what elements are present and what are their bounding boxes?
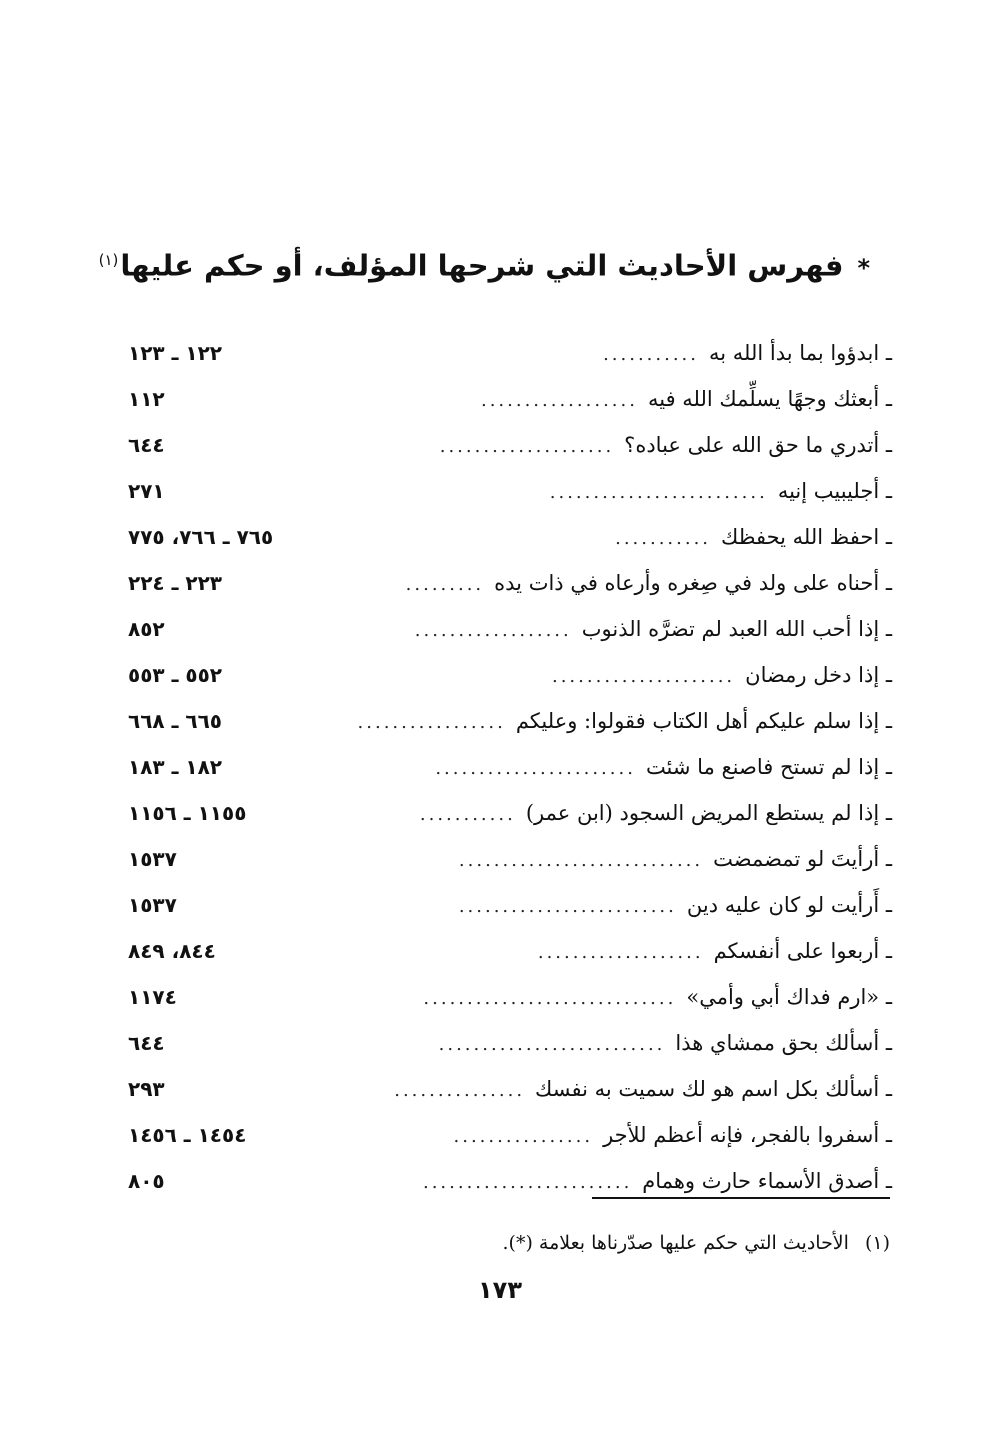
hadith-text: ـ إذا لم يستطع المريض السجود (ابن عمر) — [525, 801, 892, 825]
list-item — [128, 698, 892, 744]
page-references: ٢٩٣ — [128, 1077, 165, 1101]
page-references: ١٥٣٧ — [128, 847, 177, 871]
hadith-text: ـ أسفروا بالفجر، فإنه أعظم للأجر — [603, 1123, 892, 1147]
hadith-text: ـ إذا أحب الله العبد لم تضرَّه الذنوب — [581, 617, 892, 641]
list-item — [128, 744, 892, 790]
hadith-text: ـ أتدري ما حق الله على عباده؟ — [624, 433, 892, 457]
hadith-text: ـ أجليبيب إنيه — [777, 479, 892, 503]
leader-dots: ................. — [357, 712, 506, 733]
list-item — [128, 514, 892, 560]
list-item — [128, 330, 892, 376]
leader-dots: ........... — [615, 528, 712, 549]
footnote-divider — [592, 1197, 890, 1199]
leader-dots: ............................. — [423, 988, 677, 1009]
hadith-index-list — [128, 330, 892, 1204]
list-item — [128, 422, 892, 468]
hadith-text: ـ «ارم فداك أبي وأمي» — [686, 985, 892, 1009]
page-number: ١٧٣ — [478, 1276, 522, 1304]
hadith-text: ـ إذا سلم عليكم أهل الكتاب فقولوا: وعليكم — [515, 709, 892, 733]
footnote-number: (١) — [864, 1232, 890, 1254]
leader-dots: ............... — [394, 1080, 526, 1101]
page-references: ١٨٢ ـ ١٨٣ — [128, 755, 223, 779]
leader-dots: .................. — [480, 390, 638, 411]
page-references: ٦٤٤ — [128, 1031, 165, 1055]
leader-dots: ........... — [419, 804, 516, 825]
list-item — [128, 1066, 892, 1112]
leader-dots: ............................ — [458, 850, 704, 871]
hadith-text: ـ إذا لم تستح فاصنع ما شئت — [645, 755, 892, 779]
page-references: ٢٧١ — [128, 479, 165, 503]
list-item — [128, 928, 892, 974]
list-item — [128, 836, 892, 882]
leader-dots: .................... — [439, 436, 615, 457]
page-references: ٨٥٢ — [128, 617, 165, 641]
leader-dots: ..................... — [551, 666, 736, 687]
page-references: ٨٠٥ — [128, 1169, 165, 1193]
title-text: فهرس الأحاديث التي شرحها المؤلف، أو حكم عليها — [120, 248, 844, 283]
list-item — [128, 376, 892, 422]
leader-dots: ........................ — [422, 1172, 633, 1193]
page-references: ١١٥٥ ـ ١١٥٦ — [128, 801, 247, 825]
leader-dots: ......................... — [549, 482, 768, 503]
star-marker: * — [857, 253, 870, 282]
leader-dots: ................... — [537, 942, 704, 963]
page-references: ٨٤٤، ٨٤٩ — [128, 939, 216, 963]
list-item — [128, 882, 892, 928]
leader-dots: ........... — [603, 344, 700, 365]
leader-dots: ....................... — [435, 758, 636, 779]
page-references: ٦٤٤ — [128, 433, 165, 457]
hadith-text: ـ أربعوا على أنفسكم — [713, 939, 892, 963]
hadith-text: ـ احفظ الله يحفظك — [721, 525, 892, 549]
list-item — [128, 606, 892, 652]
leader-dots: ......... — [405, 574, 485, 595]
list-item — [128, 974, 892, 1020]
footnote-text: الأحاديث التي حكم عليها صدّرناها بعلامة (*). — [502, 1232, 849, 1254]
list-item — [128, 1112, 892, 1158]
page-references: ١٢٢ ـ ١٢٣ — [128, 341, 223, 365]
leader-dots: .......................... — [438, 1034, 666, 1055]
hadith-text: ـ ابدؤوا بما بدأ الله به — [709, 341, 892, 365]
page-references: ١١٢ — [128, 387, 165, 411]
list-item — [128, 468, 892, 514]
leader-dots: .................. — [414, 620, 572, 641]
page-references: ٢٢٣ ـ ٢٢٤ — [128, 571, 223, 595]
index-title — [98, 238, 870, 290]
page-references: ١٥٣٧ — [128, 893, 177, 917]
page-references: ٧٦٥ ـ ٧٦٦، ٧٧٥ — [128, 525, 274, 549]
hadith-text: ـ أسألك بكل اسم هو لك سميت به نفسك — [535, 1077, 892, 1101]
leader-dots: ................ — [453, 1126, 594, 1147]
hadith-text: ـ أحناه على ولد في صِغره وأرعاه في ذات يده — [494, 571, 892, 595]
hadith-text: ـ أصدق الأسماء حارث وهمام — [642, 1169, 892, 1193]
list-item — [128, 1020, 892, 1066]
hadith-text: ـ أبعثك وجهًا يسلِّمك الله فيه — [647, 387, 892, 411]
hadith-text: ـ أسألك بحق ممشاي هذا — [675, 1031, 892, 1055]
page-references: ١٤٥٤ ـ ١٤٥٦ — [128, 1123, 247, 1147]
page-references: ١١٧٤ — [128, 985, 177, 1009]
hadith-text: ـ إذا دخل رمضان — [745, 663, 892, 687]
page-references: ٥٥٢ ـ ٥٥٣ — [128, 663, 223, 687]
hadith-text: ـ أَرأيت لو كان عليه دين — [686, 893, 892, 917]
hadith-text: ـ أرأيتَ لو تمضمضت — [713, 847, 892, 871]
leader-dots: ......................... — [458, 896, 677, 917]
list-item — [128, 652, 892, 698]
page-references: ٦٦٥ ـ ٦٦٨ — [128, 709, 223, 733]
footnote — [190, 1228, 890, 1258]
footnote-reference: (١) — [98, 251, 119, 269]
list-item — [128, 790, 892, 836]
list-item — [128, 560, 892, 606]
